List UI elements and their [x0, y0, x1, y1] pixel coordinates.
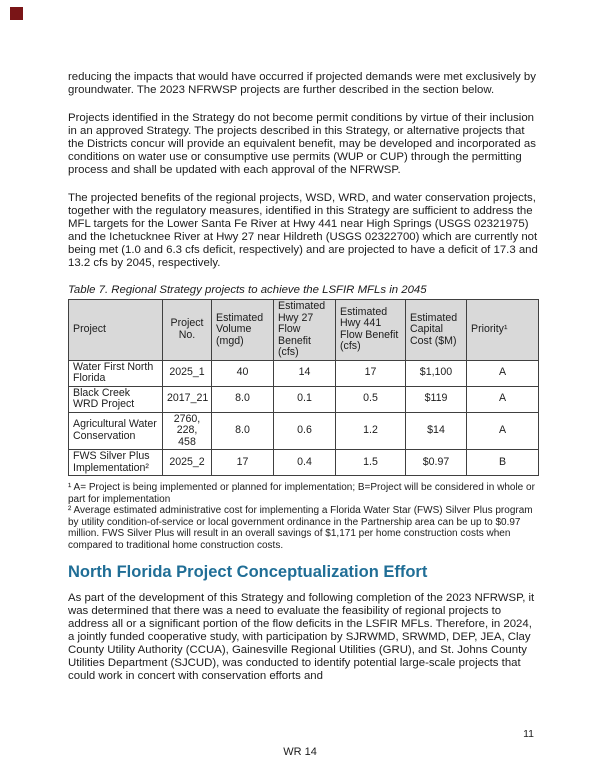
table-cell: 0.4 — [274, 450, 336, 476]
paragraph: reducing the impacts that would have occurred if projected demands were met exclusively by groundwater. The 2023 NFRWSP projects are further described in the section below. — [68, 71, 536, 96]
table-cell: $0.97 — [406, 450, 467, 476]
table-cell: A — [467, 386, 539, 412]
column-header-hwy27: Estimated Hwy 27 Flow Benefit (cfs) — [274, 300, 336, 361]
table-header-row — [69, 300, 539, 361]
table-cell: 14 — [274, 360, 336, 386]
table-cell: 1.2 — [336, 412, 406, 450]
column-header-project: Project — [69, 300, 163, 361]
regional-projects-table — [68, 299, 539, 476]
table-row — [69, 360, 539, 386]
table-cell: 8.0 — [212, 412, 274, 450]
table-cell: $119 — [406, 386, 467, 412]
table-cell: 8.0 — [212, 386, 274, 412]
paragraph: The projected benefits of the regional projects, WSD, WRD, and water conservation projects, together with the regulatory measures, identified in this Strategy are sufficient to address the MFL targets for the Lower Santa Fe River at Hwy 441 near High Springs (USGS 02321975) and the Ichetucknee River at Hwy 27 near Hildreth (USGS 02322700) which are currently not being met (1.0 and 6.3 cfs deficit, respectively) and are projected to have a deficit of 17.3 and 13.2 cfs by 2045, respectively. — [68, 192, 538, 269]
column-header-volume: Estimated Volume (mgd) — [212, 300, 274, 361]
footnote: ¹ A= Project is being implemented or planned for implementation; B=Project will be considered in whole or part for implementation — [68, 482, 535, 505]
paragraph: As part of the development of this Strategy and following completion of the 2023 NFRWSP, it was determined that there was a need to evaluate the feasibility of regional projects to address all or a significant portion of the flow deficits in the LSFIR MFLs. Therefore, in 2024, a jointly funded cooperative study, with participation by SJRWMD, SRWMD, DEP, JEA, Clay County Utility Authority (CCUA), Gainesville Regional Utilities (GRU), and St. Johns County Utilities Department (SJCUD), was conducted to identify potential large-scale projects that could work in concert with conservation efforts and — [68, 592, 535, 682]
document-footer-code: WR 14 — [283, 746, 317, 758]
column-header-hwy441: Estimated Hwy 441 Flow Benefit (cfs) — [336, 300, 406, 361]
table-cell: A — [467, 360, 539, 386]
table-cell: Water First North Florida — [69, 360, 163, 386]
table-cell: Agricultural Water Conservation — [69, 412, 163, 450]
table-cell: 1.5 — [336, 450, 406, 476]
table-cell: FWS Silver Plus Implementation² — [69, 450, 163, 476]
table-cell: 2760, 228, 458 — [163, 412, 212, 450]
table-row — [69, 412, 539, 450]
column-header-capital-cost: Estimated Capital Cost ($M) — [406, 300, 467, 361]
table-row — [69, 450, 539, 476]
table-cell: 0.1 — [274, 386, 336, 412]
table-cell: 2025_2 — [163, 450, 212, 476]
table-cell: $14 — [406, 412, 467, 450]
table-cell: 2025_1 — [163, 360, 212, 386]
table-cell: 17 — [212, 450, 274, 476]
table-cell: B — [467, 450, 539, 476]
table-cell: 40 — [212, 360, 274, 386]
table-row — [69, 386, 539, 412]
footnote: ² Average estimated administrative cost for implementing a Florida Water Star (FWS) Silver Plus program by utility condition-of-service or local government ordinance in the Partnership area can be up to $0.97 million. FWS Silver Plus will result in an overall savings of $1,171 per home construction costs when compared to traditional home construction costs. — [68, 505, 533, 551]
section-heading: North Florida Project Conceptualization Effort — [68, 563, 428, 581]
table-cell: 0.5 — [336, 386, 406, 412]
column-header-priority: Priority¹ — [467, 300, 539, 361]
red-marker — [10, 7, 23, 20]
column-header-project-no: Project No. — [163, 300, 212, 361]
page-content — [68, 71, 538, 698]
table-cell: Black Creek WRD Project — [69, 386, 163, 412]
page-number: 11 — [523, 728, 534, 740]
table-cell: 0.6 — [274, 412, 336, 450]
table-cell: $1,100 — [406, 360, 467, 386]
table-caption: Table 7. Regional Strategy projects to achieve the LSFIR MFLs in 2045 — [68, 284, 427, 296]
table-cell: 2017_21 — [163, 386, 212, 412]
table-cell: 17 — [336, 360, 406, 386]
paragraph: Projects identified in the Strategy do not become permit conditions by virtue of their inclusion in an approved Strategy. The projects described in this Strategy, or alternative projects that the Districts concur will provide an equivalent benefit, may be developed and incorporated as conditions on water use or consumptive use permits (WUP or CUP) through the permitting process and shall be updated with each approval of the NFRWSP. — [68, 112, 536, 176]
table-cell: A — [467, 412, 539, 450]
